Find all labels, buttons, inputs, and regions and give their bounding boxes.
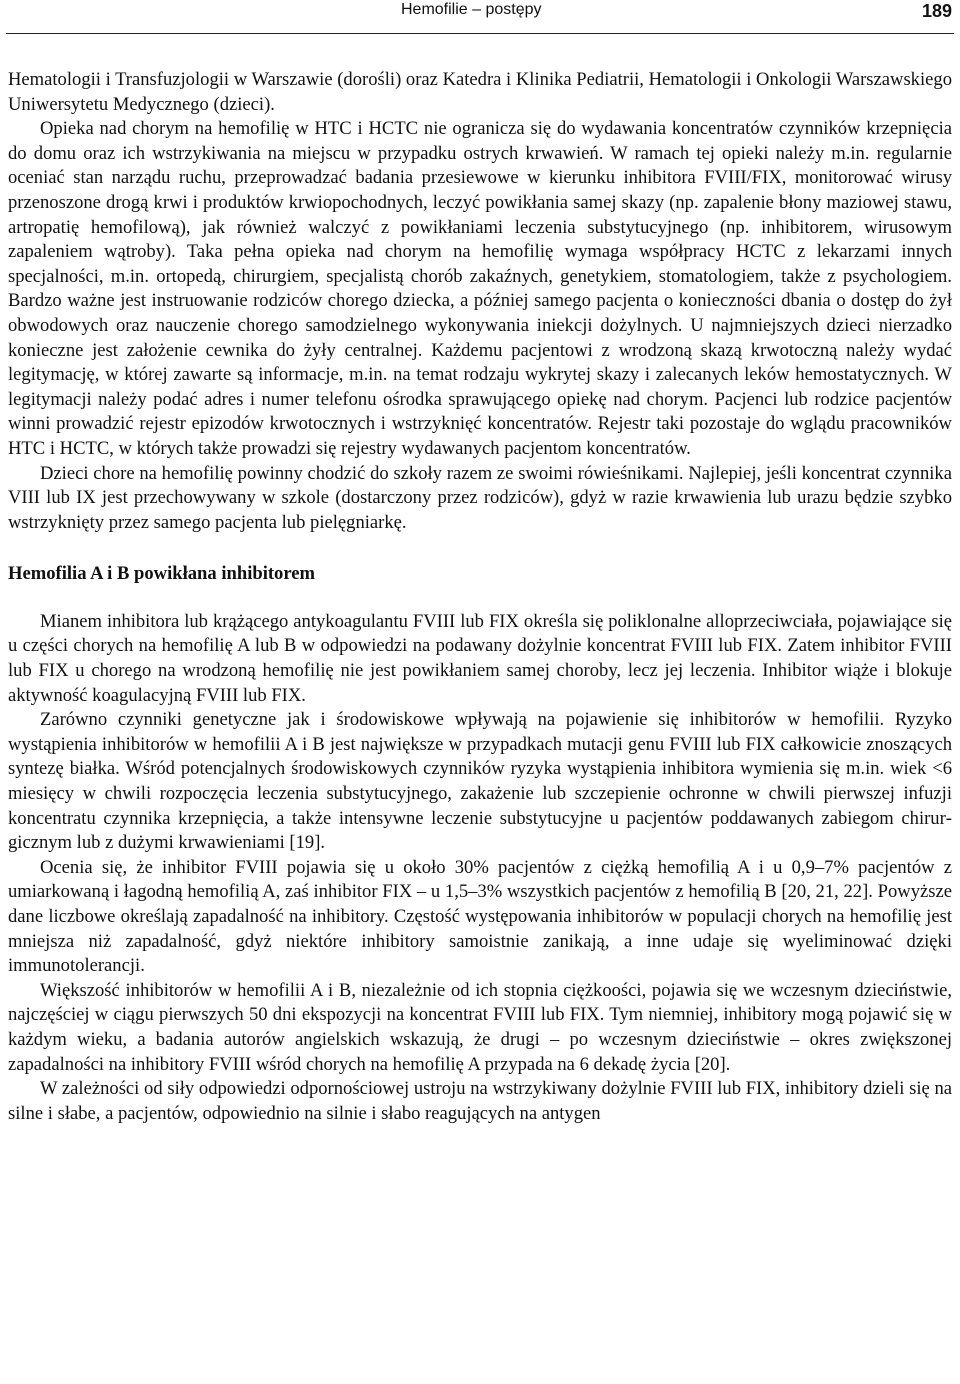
page-header xyxy=(0,0,960,34)
page-number: 189 xyxy=(921,1,952,21)
article-body xyxy=(8,68,952,1126)
paragraph-age-onset: Większość inhibitorów w hemofilii A i B, niezależnie od ich stopnia ciężkoości, pojawia się we wczesnym dzieciństwie, najczęściej w ciągu pierwszych 50 dni ekspozycji na koncentrat FVIII lub FIX. Tym niemniej, inhibitory mogą pojawić się w każdym wieku, a badania autorów angielskich wskazują, że drugi – po wczesnym dzieciństwie – okres zwiększonej zapadalności na inhibitory FVIII wśród chorych na hemofilię A przypada na 6 dekadę życia [20]. xyxy=(8,979,952,1075)
paragraph-incidence: Ocenia się, że inhibitor FVIII pojawia się u około 30% pacjentów z ciężką hemofilią A i u 0,9–7% pacjentów z umiarkowaną i łagodną hemofilią A, zaś inhibitor FIX – u 1,5–3% wszystkich pacjentów z hemofilią B [20, 21, 22]. Powyższe dane liczbowe określają zapadalność na inhibitory. Częstość występowania inhibitorów w populacji chorych na hemofilię jest mniejsza niż zapadalność, gdyż niektóre inhibitory samoistnie zanikają, a inne udaje się wyeliminować dzięki immunotolerancji. xyxy=(8,856,952,977)
paragraph-school: Dzieci chore na hemofilię powinny chodzić do szkoły razem ze swoimi rówieśnikami. Najlepiej, jeśli koncentrat czynnika VIII lub IX jest przechowywany w szkole (dostarczony przez rodziców), gdyż w razie krwawienia lub urazu będzie szybko wstrzyknięty przez samego pacjenta lub pielęgniarkę. xyxy=(8,462,952,533)
paragraph-risk-factors: Zarówno czynniki genetyczne jak i środowiskowe wpływają na pojawienie się inhibitorów w hemofilii. Ryzyko wystąpienia inhibitorów w hemofilii A i B jest największe w przypadkach mutacji genu FVIII lub FIX całkowicie znoszących syntezę białka. Wśród potencjalnych środowiskowych czynników ryzyka wystąpienia inhibitora wymienia się m.in. wiek <6 miesięcy w chwili rozpoczęcia leczenia substytucyjnego, zakażenie lub szczepienie ochronne w chwili pierwszej infuzji koncentratu czynnika krzepnięcia, a także intensywne leczenie substytucyjne u pacjentów poddawanych zabiegom chirurgicznym lub z dużymi krwawieniami [19]. xyxy=(8,709,952,854)
running-title: Hemofilie – postępy xyxy=(401,1,542,18)
paragraph-care-scope: Opieka nad chorym na hemofilię w HTC i HCTC nie ogranicza się do wydawania koncentratów czynników krzepnięcia do domu oraz ich wstrzykiwania na miejscu w przypadku ostrych krwawień. W ramach tej opieki należy m.in. regularnie oceniać stan narządu ruchu, przeprowadzać badania przesiewowe w kierunku inhibitora FVIII/FIX, monitorować wirusy przenoszone drogą krwi i produktów krwiopochodnych, leczyć powikłania samej skazy (np. zapalenie błony maziowej stawu, artropatię hemofilową), jak również walczyć z powikłaniami leczenia substytucyjnego (np. inhibitorem, wirusowym zapaleniem wątroby). Taka pełna opieka nad chorym na hemofilię wymaga współpracy HCTC z lekarzami innych specjalności, m.in. ortopedą, chirurgiem, specjalistą chorób zakaźnych, genetykiem, stomatologiem, także z psychologiem. Bardzo ważne jest instruowanie rodziców chorego dziecka, a później samego pacjenta o konieczności dbania o dostęp do żył obwodowych oraz nauczenie chorego samodzielnego wykonywania iniekcji dożylnych. U najmniejszych dzieci nierzadko konieczne jest założenie cewnika do żyły centralnej. Każdemu pacjentowi z wrodzoną skazą krwotoczną należy wydać legitymację, w której zawarte są informacje, m.in. na temat rodzaju wykrytej skazy i zalecanych leków hemostatycznych. W legitymacji należy podać adres i numer telefonu ośrodka sprawującego opiekę nad chorym. Pacjenci lub rodzice pacjentów winni prowadzić rejestr epizodów krwotocznych i wstrzyknięć koncentratów. Rejestr taki pozostaje do wglądu pracowników HTC i HCTC, w których także prowadzi się rejestry wydawanych pacjentom koncentratów. xyxy=(8,118,952,459)
section-heading: Hemofilia A i B powikłana inhibitorem xyxy=(8,563,316,585)
paragraph-inhibitor-definition: Mianem inhibitora lub krążącego antykoagulantu FVIII lub FIX określa się poliklonalne alloprzeciwciała, pojawiające się u części chorych na hemofilię A lub B w odpowiedzi na podawany dożylnie koncentrat FVIII lub FIX. Zatem inhibitor FVIII lub FIX u chorego na wrodzoną hemofilię nie jest powikłaniem samej choroby, lecz jej leczenia. Inhibitor wiąże i blokuje aktywność koagulacyjną FVIII lub FIX. xyxy=(8,610,952,706)
header-rule xyxy=(6,33,954,34)
paragraph-response-strength: W zależności od siły odpowiedzi odpornościowej ustroju na wstrzykiwany dożylnie FVIII lub FIX, inhibitory dzieli się na silne i słabe, a pacjentów, odpowiednio na silnie i słabo reagujących na antygen xyxy=(8,1078,952,1124)
paragraph-continuation: Hematologii i Transfuzjologii w Warszawie (dorośli) oraz Katedra i Klinika Pediatrii, Hematologii i Onkologii Warszawskiego Uniwersytetu Medycznego (dzieci). xyxy=(8,69,952,115)
